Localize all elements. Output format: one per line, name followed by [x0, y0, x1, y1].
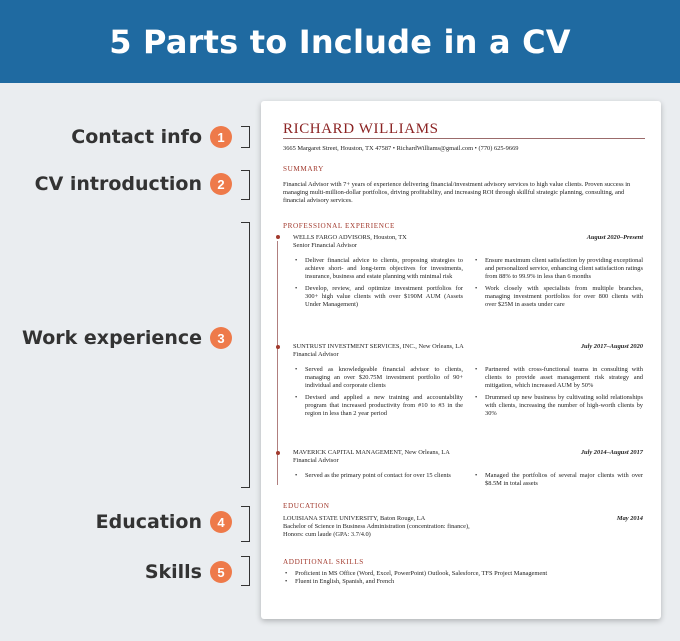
number-badge: 5 [210, 561, 232, 583]
label-text: Education [95, 511, 202, 533]
timeline-line [277, 241, 278, 485]
summary-text: Financial Advisor with 7+ years of experience delivering financial/investment advisory services to high value clients. Proven success in managing multi-million-dollar portfolios, driving profitability, and increasing ROI through skillful strategic planning, consulting, and financial advisory services. [283, 181, 631, 204]
education-entry [283, 515, 645, 539]
bracket-education [241, 506, 250, 542]
label-skills [145, 561, 232, 583]
resume-document [261, 101, 661, 619]
skill-item: • Proficient in MS Office (Word, Excel, PowerPoint) Outlook, Salesforce, TFS Project Management [283, 570, 645, 578]
bracket-introduction [241, 170, 250, 200]
job-bullet: • Work closely with specialists from multiple branches, managing investment portfolios for over 800 clients with over $25M in assets under care [473, 285, 643, 309]
timeline-dot [276, 451, 280, 455]
job-bullet: • Drummed up new business by cultivating solid relationships with clients, increasing the number of high-worth clients by 30% [473, 394, 643, 418]
job-date: July 2017–August 2020 [580, 343, 643, 350]
header-banner [0, 0, 680, 83]
education-school: LOUISIANA STATE UNIVERSITY, Baton Rouge, LA [283, 515, 426, 522]
timeline-dot [276, 345, 280, 349]
education-degree: Bachelor of Science in Business Administration (concentration: finance), [283, 523, 470, 530]
job-bullet: • Deliver financial advice to clients, proposing strategies to achieve short- and long-term objectives for investments, insurance, business and estate planning with minimal risk [293, 257, 463, 281]
job-bullet: • Served as knowledgeable financial advisor to clients, managing an over $20.75M investment portfolio of 90+ individual and corporate clients [293, 366, 463, 390]
skills-heading: ADDITIONAL SKILLS [283, 558, 364, 566]
job-entry [293, 234, 643, 313]
job-bullet: • Partnered with cross-functional teams in consulting with clients to provide asset management risk strategy and mitigation, which increased AUM by 50% [473, 366, 643, 390]
resume-name: RICHARD WILLIAMS [283, 121, 439, 137]
job-date: July 2014–August 2017 [580, 449, 643, 456]
bracket-skills [241, 556, 250, 586]
experience-heading: PROFESSIONAL EXPERIENCE [283, 222, 395, 230]
bracket-contact [241, 126, 250, 148]
job-bullet: • Served as the primary point of contact for over 15 clients [293, 472, 463, 480]
number-badge: 3 [210, 327, 232, 349]
education-date: May 2014 [616, 515, 643, 522]
job-role: Senior Financial Advisor [293, 242, 357, 249]
education-honors: Honors: cum laude (GPA: 3.7/4.0) [283, 531, 371, 538]
contact-line: 3665 Margaret Street, Houston, TX 47587 • RichardWilliams@gmail.com • (770) 625-9669 [283, 145, 519, 152]
skill-item: • Fluent in English, Spanish, and French [283, 578, 645, 586]
label-text: CV introduction [34, 173, 202, 195]
job-role: Financial Advisor [293, 351, 339, 358]
timeline-dot [276, 235, 280, 239]
job-company: MAVERICK CAPITAL MANAGEMENT, New Orleans, LA [293, 449, 450, 456]
job-bullet: • Managed the portfolios of several major clients with over $8.5M in total assets [473, 472, 643, 488]
label-work-experience [22, 327, 232, 349]
skills-list [283, 570, 645, 586]
bracket-experience [241, 222, 250, 488]
label-contact-info [71, 126, 232, 148]
job-entry [293, 449, 643, 492]
label-text: Skills [144, 561, 202, 583]
label-cv-introduction [35, 173, 232, 195]
summary-heading: SUMMARY [283, 165, 324, 173]
number-badge: 4 [210, 511, 232, 533]
label-text: Work experience [21, 327, 202, 349]
job-bullet: • Devised and applied a new training and accountability program that increased productivity from #10 to #3 in the region in less than 2 year period [293, 394, 463, 418]
job-role: Financial Advisor [293, 457, 339, 464]
job-entry [293, 343, 643, 422]
page-title: 5 Parts to Include in a CV [109, 22, 571, 61]
job-date: August 2020–Present [586, 234, 643, 241]
number-badge: 1 [210, 126, 232, 148]
label-text: Contact info [71, 126, 202, 148]
job-company: SUNTRUST INVESTMENT SERVICES, INC., New Orleans, LA [293, 343, 464, 350]
number-badge: 2 [210, 173, 232, 195]
job-bullet: • Ensure maximum client satisfaction by providing exceptional and personalized service, enhancing client satisfaction ratings from 88% to 99.9% in less than 6 months [473, 257, 643, 281]
education-heading: EDUCATION [283, 502, 330, 510]
name-divider [283, 138, 645, 139]
job-company: WELLS FARGO ADVISORS, Houston, TX [293, 234, 407, 241]
label-education [96, 511, 232, 533]
job-bullet: • Develop, review, and optimize investment portfolios for 300+ high value clients with over $190M AUM (Assets Under Management) [293, 285, 463, 309]
